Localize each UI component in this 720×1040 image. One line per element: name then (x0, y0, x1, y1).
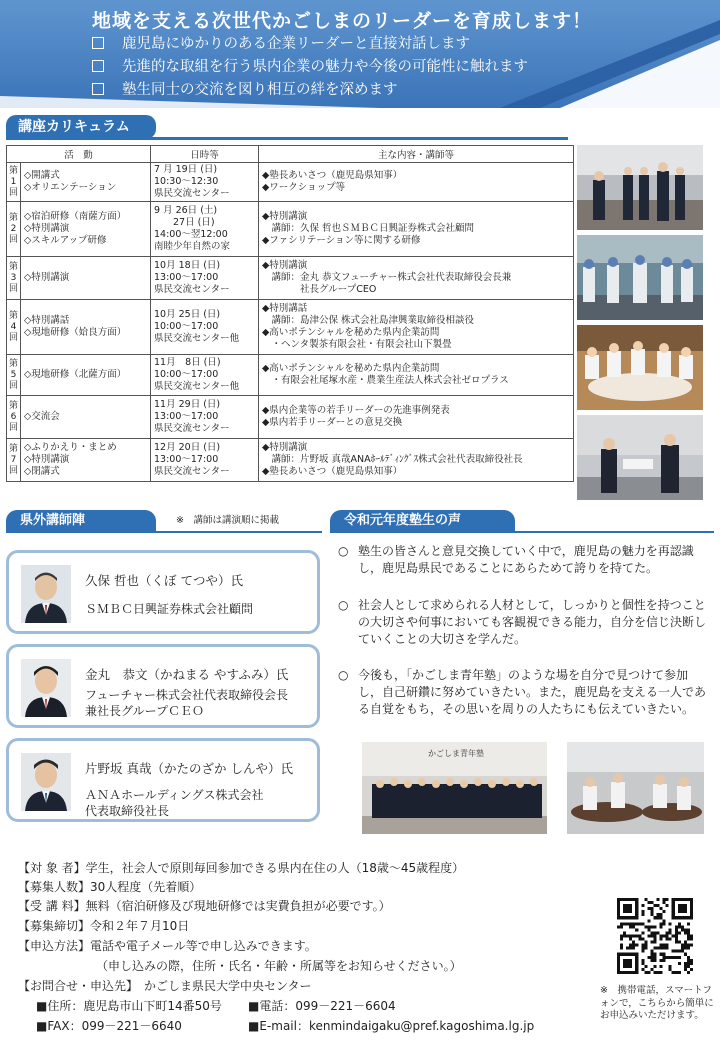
cell-line: 6 (10, 411, 17, 422)
cell-line: ◇宿泊研修（南薩方面） (24, 211, 127, 222)
voice-item (338, 667, 710, 718)
cell-line: ◇特別講演 (24, 223, 70, 234)
banner-point: 塾生同士の交流を図り相互の絆を深めます (92, 77, 528, 100)
cell-line: 講師：片野坂 真哉ANAﾎｰﾙﾃﾞｨﾝｸﾞｽ株式会社代表取締役社長 (262, 454, 523, 465)
info-email[interactable]: ■E-mail：kenmindaigaku@pref.kagoshima.lg.jp (248, 1019, 535, 1033)
session-photo-4 (577, 415, 703, 500)
info-apply: 【申込方法】電話や電子メール等で申し込みできます。 (18, 939, 317, 953)
voice-text: 社会人として求められる人材として，しっかりと個性を持つことの大切さや何事においても客観視できる能力，自分を信じ決断していくことの大切さを学んだ。 (358, 598, 707, 646)
cell-line: 第 (8, 310, 18, 321)
curriculum-table-body (7, 163, 574, 482)
cell-line: 県民交流センター他 (154, 333, 240, 344)
voice-item (338, 597, 710, 648)
cell-line: 2 (10, 223, 17, 234)
checkbox-icon (92, 37, 104, 49)
cell-line: ◇オリエンテーション (24, 182, 117, 193)
cell-line: 13:00～17:00 (154, 411, 219, 422)
activity-cell (21, 163, 151, 202)
cell-line: ◇現地研修（北薩方面） (24, 369, 127, 380)
cell-line: ◆特別講演 (262, 442, 308, 453)
content-cell (259, 300, 574, 355)
cell-line: 3 (10, 272, 17, 283)
activity-cell (21, 396, 151, 439)
session-number (7, 439, 21, 482)
table-row (7, 396, 574, 439)
date-cell (151, 396, 259, 439)
content-cell (259, 439, 574, 482)
voice-text: 塾生の皆さんと意見交換していく中で，鹿児島の魅力を再認識し，鹿児島県民であることにあらためて誇りを持てた。 (358, 544, 694, 575)
date-cell (151, 439, 259, 482)
session-number (7, 163, 21, 202)
table-row (7, 355, 574, 396)
cell-line: 第 (8, 261, 18, 272)
session-photo-1 (577, 145, 703, 230)
cell-line: 社長グループCEO (262, 284, 377, 295)
banner-point: 鹿児島にゆかりのある企業リーダーと直接対話します (92, 31, 528, 54)
cell-line: 回 (8, 465, 18, 476)
cell-line: ◇開講式 (24, 170, 60, 181)
cell-line: 講師：久保 哲也ＳＭＢＣ日興証券株式会社顧問 (262, 223, 475, 234)
cell-line: 第 (8, 443, 18, 454)
cell-line: ・有限会社尾塚水産・農業生産法人株式会社ゼロプラス (262, 375, 509, 386)
cell-line: 南睦少年自然の家 (154, 241, 231, 252)
cell-line: 回 (8, 283, 18, 294)
checkbox-icon (92, 83, 104, 95)
cell-line: 14:00～翌12:00 (154, 229, 228, 240)
cell-line: 県民交流センター (154, 423, 230, 434)
info-capacity: 【募集人数】30人程度（先着順） (18, 880, 202, 894)
content-cell (259, 396, 574, 439)
cell-line: 27日 (日) (154, 217, 215, 228)
qr-note: ※ 携帯電話，スマートフォンで，こちらから簡単にお申込みいただけます。 (600, 985, 714, 1021)
cell-line: 9 月 26日 (土) (154, 205, 218, 216)
lecturer-card (6, 738, 320, 822)
content-cell (259, 163, 574, 202)
cell-line: 第 (8, 165, 18, 176)
curriculum-heading: 講座カリキュラム (6, 115, 156, 139)
cell-line: 講師：金丸 恭文フューチャー株式会社代表取締役会長兼 (262, 272, 512, 283)
lecturer-portrait (21, 659, 71, 717)
lecturer-name: 金丸 恭文（かねまる やすふみ）氏 (85, 667, 289, 682)
cell-line: 10月 25日 (日) (154, 309, 221, 320)
session-number (7, 300, 21, 355)
cell-line: 1 (10, 176, 17, 187)
cell-line: 第 (8, 212, 18, 223)
date-cell (151, 257, 259, 300)
activity-cell (21, 355, 151, 396)
cell-line: 第 (8, 400, 18, 411)
info-contact: 【お問合せ・申込先】 かごしま県民大学中央センター (18, 979, 312, 993)
table-row (7, 257, 574, 300)
cell-line: 13:00～17:00 (154, 272, 219, 283)
cell-line: 7 (10, 454, 17, 465)
cell-line: ◇特別講話 (24, 315, 70, 326)
lecturer-title: フューチャー株式会社代表取締役会長 (85, 688, 289, 702)
cell-line: 回 (8, 422, 18, 433)
column-header: 活 動 (7, 146, 151, 163)
cell-line: 県民交流センター (154, 188, 230, 199)
cell-line: 5 (10, 369, 17, 380)
lecturer-portrait (21, 753, 71, 811)
date-cell (151, 300, 259, 355)
cell-line: ◆ファシリテーション等に関する研修 (262, 235, 421, 246)
activity-cell (21, 439, 151, 482)
banner-point: 先進的な取組を行う県内企業の魅力や今後の可能性に触れます (92, 54, 528, 77)
workshop-photo (567, 742, 704, 834)
cell-line: ・ヘンタ製茶有限会社・有限会社山下製畳 (262, 339, 452, 350)
cell-line: ◆ワークショップ等 (262, 182, 346, 193)
circle-bullet-icon: ○ (338, 668, 349, 682)
lecturers-note: ※ 講師は講演順に掲載 (176, 515, 279, 526)
lecturers-heading-rule (6, 531, 322, 533)
table-header-row (7, 146, 574, 163)
qr-code[interactable] (617, 898, 693, 974)
activity-cell (21, 257, 151, 300)
lecturer-card (6, 644, 320, 728)
cell-line: 回 (8, 332, 18, 343)
cell-line: ◆特別講演 (262, 260, 308, 271)
session-number (7, 202, 21, 257)
lecturer-name: 片野坂 真哉（かたのざか しんや）氏 (85, 761, 293, 776)
banner-points (92, 31, 528, 100)
cell-line: 回 (8, 187, 18, 198)
cell-line: 県民交流センター他 (154, 381, 240, 392)
table-row (7, 202, 574, 257)
cell-line: 講師：島津公保 株式会社島津興業取締役相談役 (262, 315, 475, 326)
cell-line: 第 (8, 358, 18, 369)
session-photo-3 (577, 325, 703, 410)
banner-title: 地域を支える次世代かごしまのリーダーを育成します！ (92, 10, 593, 32)
session-number (7, 355, 21, 396)
cell-line: ◆特別講演 (262, 211, 308, 222)
circle-bullet-icon: ○ (338, 598, 349, 612)
table-row (7, 163, 574, 202)
cell-line: 4 (10, 321, 17, 332)
cell-line: 回 (8, 234, 18, 245)
cell-line: ◇特別講演 (24, 454, 70, 465)
lecturer-title: ＡＮＡホールディングス株式会社 (85, 788, 264, 802)
cell-line: 県民交流センター (154, 466, 230, 477)
session-number (7, 257, 21, 300)
cell-line: ◆特別講話 (262, 303, 308, 314)
curriculum-heading-rule (6, 137, 568, 140)
voice-item (338, 543, 710, 577)
cell-line: 10:00～17:00 (154, 369, 219, 380)
header-banner (0, 0, 720, 108)
group-photo-sign: かごしま青年塾 (428, 749, 484, 758)
cell-line: ◆高いポテンシャルを秘めた県内企業訪問 (262, 327, 440, 338)
date-cell (151, 163, 259, 202)
info-fax: ■FAX：099－221－6640 (36, 1019, 182, 1033)
cell-line: ◇特別講演 (24, 272, 70, 283)
cell-line: ◇現地研修（姶良方面） (24, 327, 127, 338)
cell-line: ◇スキルアップ研修 (24, 235, 107, 246)
info-deadline: 【募集締切】令和２年７月10日 (18, 919, 190, 933)
lecturer-title: ＳＭＢＣ日興証券株式会社顧問 (85, 602, 254, 616)
session-photo-2 (577, 235, 703, 320)
info-apply-note: （申し込みの際，住所・氏名・年齢・所属等をお知らせください。） (96, 959, 462, 973)
cell-line: ◆県内企業等の若手リーダーの先進事例発表 (262, 405, 450, 416)
cell-line: ◇交流会 (24, 411, 60, 422)
cell-line: ◆塾長あいさつ（鹿児島県知事） (262, 170, 403, 181)
cell-line: 10月 18日 (日) (154, 260, 221, 271)
cell-line: ◆高いポテンシャルを秘めた県内企業訪問 (262, 363, 440, 374)
voices-heading-rule (330, 531, 714, 533)
column-header: 主な内容・講師等 (259, 146, 574, 163)
group-photo (362, 742, 547, 834)
info-tel: ■電話：099－221－6604 (248, 999, 396, 1013)
voice-text: 今後も，「かごしま青年塾」のような場を自分で見つけて参加し，自己研鑽に努めていきたい。また，鹿児島を支える一人である自覚をもち，その思いを周りの人たちにも伝えていきたい。 (358, 668, 707, 716)
checkbox-icon (92, 60, 104, 72)
session-number (7, 396, 21, 439)
circle-bullet-icon: ○ (338, 544, 349, 558)
activity-cell (21, 202, 151, 257)
info-fee: 【受 講 料】無料（宿泊研修及び現地研修では実費負担が必要です。） (18, 899, 391, 913)
lecturer-portrait (21, 565, 71, 623)
curriculum-table (6, 145, 574, 482)
cell-line: 12月 20日 (日) (154, 442, 221, 453)
content-cell (259, 355, 574, 396)
lecturer-title: 兼社長グループＣＥＯ (85, 704, 205, 718)
cell-line: ◇ふりかえり・まとめ (24, 442, 117, 453)
lecturer-title: 代表取締役社長 (85, 804, 170, 818)
voices-heading: 令和元年度塾生の声 (330, 510, 515, 532)
info-target: 【対 象 者】学生，社会人で原則毎回参加できる県内在住の人（18歳～45歳程度） (18, 861, 465, 875)
cell-line: 11月 8日 (日) (154, 357, 221, 368)
cell-line: ◆塾長あいさつ（鹿児島県知事） (262, 466, 403, 477)
cell-line: ◇閉講式 (24, 466, 60, 477)
column-header: 日時等 (151, 146, 259, 163)
lecturer-card (6, 550, 320, 634)
date-cell (151, 355, 259, 396)
cell-line: ◆県内若手リーダーとの意見交換 (262, 417, 403, 428)
cell-line: 10:30～12:30 (154, 176, 219, 187)
content-cell (259, 257, 574, 300)
cell-line: 10:00～17:00 (154, 321, 219, 332)
date-cell (151, 202, 259, 257)
activity-cell (21, 300, 151, 355)
cell-line: 県民交流センター (154, 284, 230, 295)
cell-line: 7 月 19日 (日) (154, 164, 218, 175)
lecturers-heading: 県外講師陣 (6, 510, 156, 532)
info-address: ■住所：鹿児島市山下町14番50号 (36, 999, 222, 1013)
cell-line: 13:00～17:00 (154, 454, 219, 465)
cell-line: 回 (8, 380, 18, 391)
lecturer-name: 久保 哲也（くぼ てつや）氏 (85, 573, 243, 588)
table-row (7, 300, 574, 355)
table-row (7, 439, 574, 482)
content-cell (259, 202, 574, 257)
cell-line: 11月 29日 (日) (154, 399, 221, 410)
